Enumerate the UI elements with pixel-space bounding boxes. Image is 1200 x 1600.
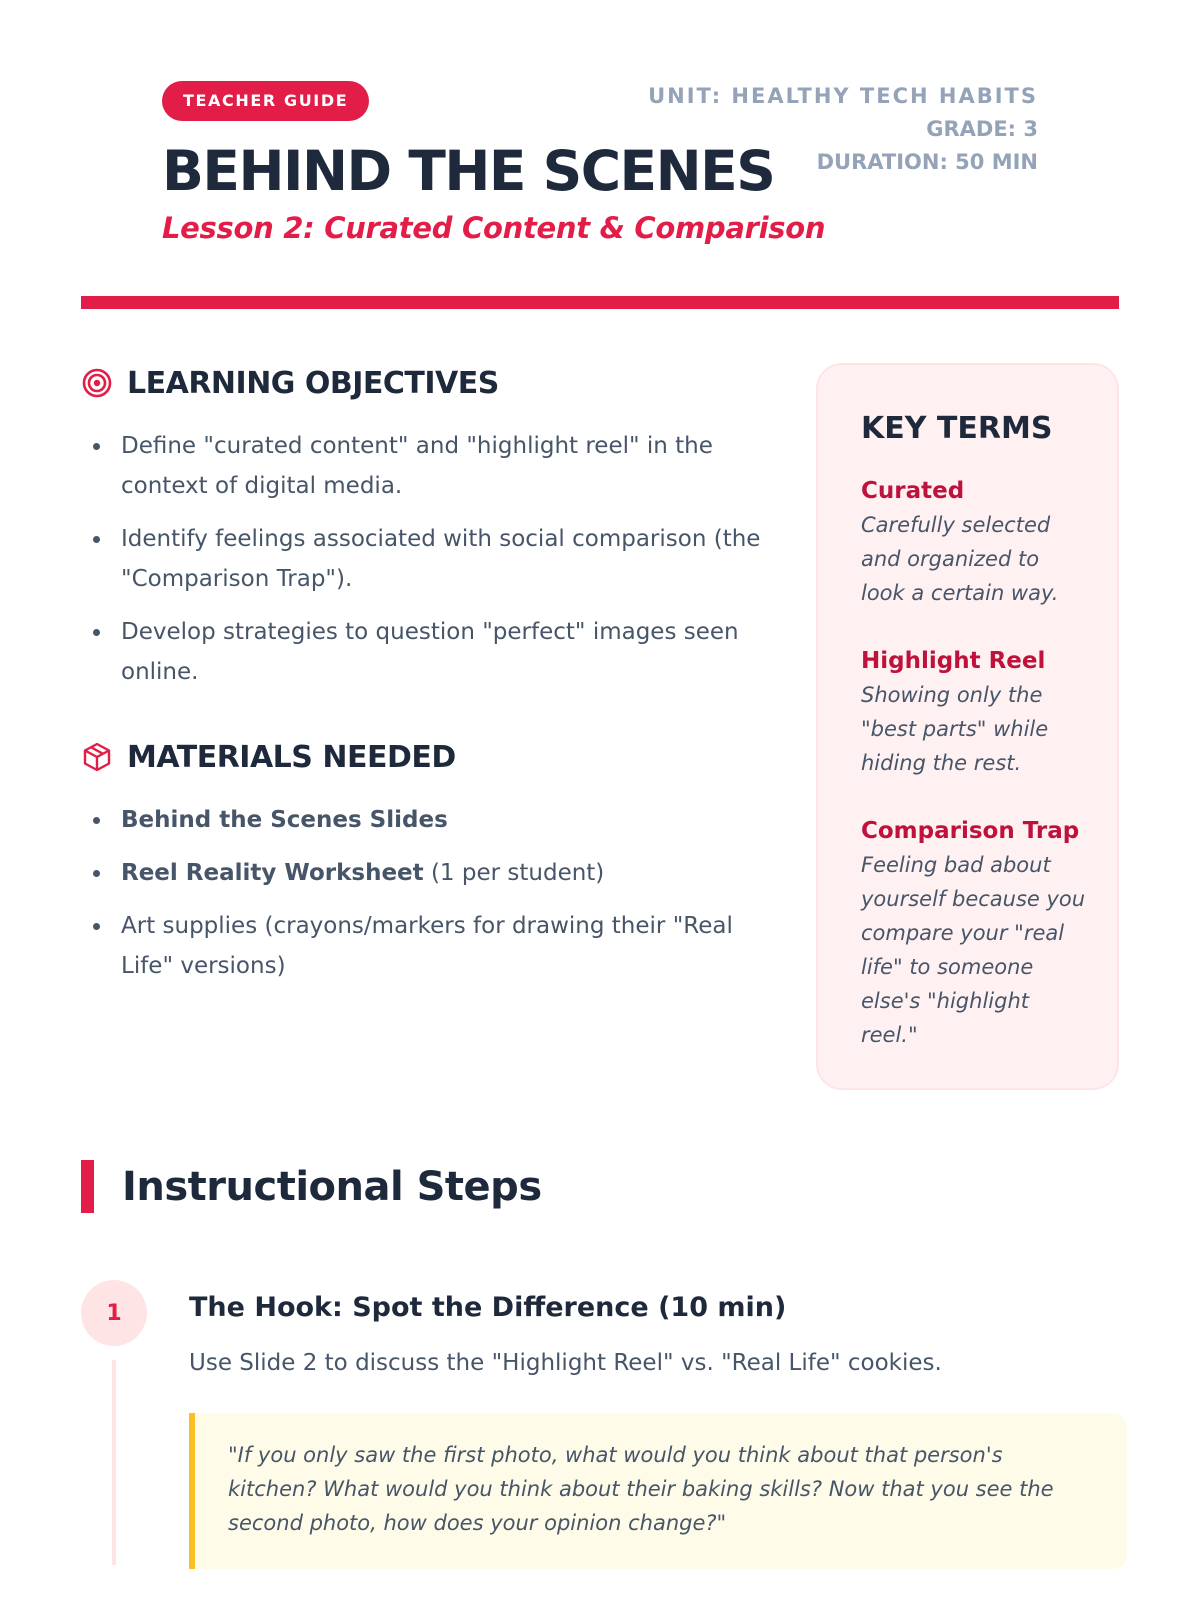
objectives-title: LEARNING OBJECTIVES	[127, 365, 499, 401]
objectives-list	[81, 426, 771, 692]
key-term	[861, 814, 1087, 1052]
term-name: Curated	[861, 478, 965, 504]
page-title: BEHIND THE SCENES	[162, 139, 775, 203]
list-item: Develop strategies to question "perfect" images seen online.	[81, 612, 771, 692]
page-header	[81, 0, 1119, 300]
duration-label: DURATION: 50 MIN	[816, 150, 1038, 174]
discussion-quote: "If you only saw the first photo, what would you think about that person's kitchen? What would you think about their baking skills? Now that you see the second photo, how does your opinion change?"	[189, 1413, 1127, 1569]
unit-label: UNIT: HEALTHY TECH HABITS	[648, 84, 1038, 108]
list-item: Identify feelings associated with social comparison (the "Comparison Trap").	[81, 519, 771, 599]
term-definition: Carefully selected and organized to look a certain way.	[861, 513, 1059, 605]
term-definition: Feeling bad about yourself because you compare your "real life" to someone else's "highlight reel."	[861, 853, 1086, 1047]
key-terms-panel	[816, 363, 1119, 1090]
grade-label: GRADE: 3	[926, 117, 1038, 141]
materials-list	[81, 800, 771, 986]
target-icon	[81, 367, 113, 399]
objectives-heading	[81, 360, 771, 406]
lesson-meta	[648, 80, 1038, 179]
materials-heading	[81, 734, 771, 780]
term-definition: Showing only the "best parts" while hiding the rest.	[861, 683, 1049, 775]
step-timeline-line	[112, 1360, 116, 1565]
teacher-guide-badge: TEACHER GUIDE	[162, 81, 369, 121]
heading-accent-bar	[81, 1160, 94, 1213]
list-item	[81, 906, 771, 986]
material-name: Reel Reality Worksheet	[121, 860, 424, 886]
main-column	[81, 360, 771, 999]
box-icon	[81, 741, 113, 773]
lesson-subtitle: Lesson 2: Curated Content & Comparison	[162, 211, 826, 245]
steps-heading	[81, 1160, 542, 1213]
step-title: The Hook: Spot the Difference (10 min)	[189, 1292, 787, 1323]
material-detail: (1 per student)	[423, 860, 605, 886]
material-detail: Art supplies (crayons/markers for drawing their "Real Life" versions)	[121, 913, 733, 979]
step-description: Use Slide 2 to discuss the "Highlight Reel" vs. "Real Life" cookies.	[189, 1350, 942, 1376]
materials-section	[81, 734, 771, 986]
list-item	[81, 800, 771, 840]
header-divider	[81, 296, 1119, 309]
list-item	[81, 853, 771, 893]
material-name: Behind the Scenes Slides	[121, 807, 448, 833]
key-terms-title: KEY TERMS	[861, 411, 1053, 446]
term-name: Highlight Reel	[861, 648, 1046, 674]
key-term	[861, 644, 1087, 780]
materials-title: MATERIALS NEEDED	[127, 739, 456, 775]
key-term	[861, 474, 1087, 610]
list-item: Define "curated content" and "highlight reel" in the context of digital media.	[81, 426, 771, 506]
step-number-badge: 1	[81, 1280, 147, 1346]
term-name: Comparison Trap	[861, 818, 1080, 844]
steps-title: Instructional Steps	[122, 1163, 542, 1210]
